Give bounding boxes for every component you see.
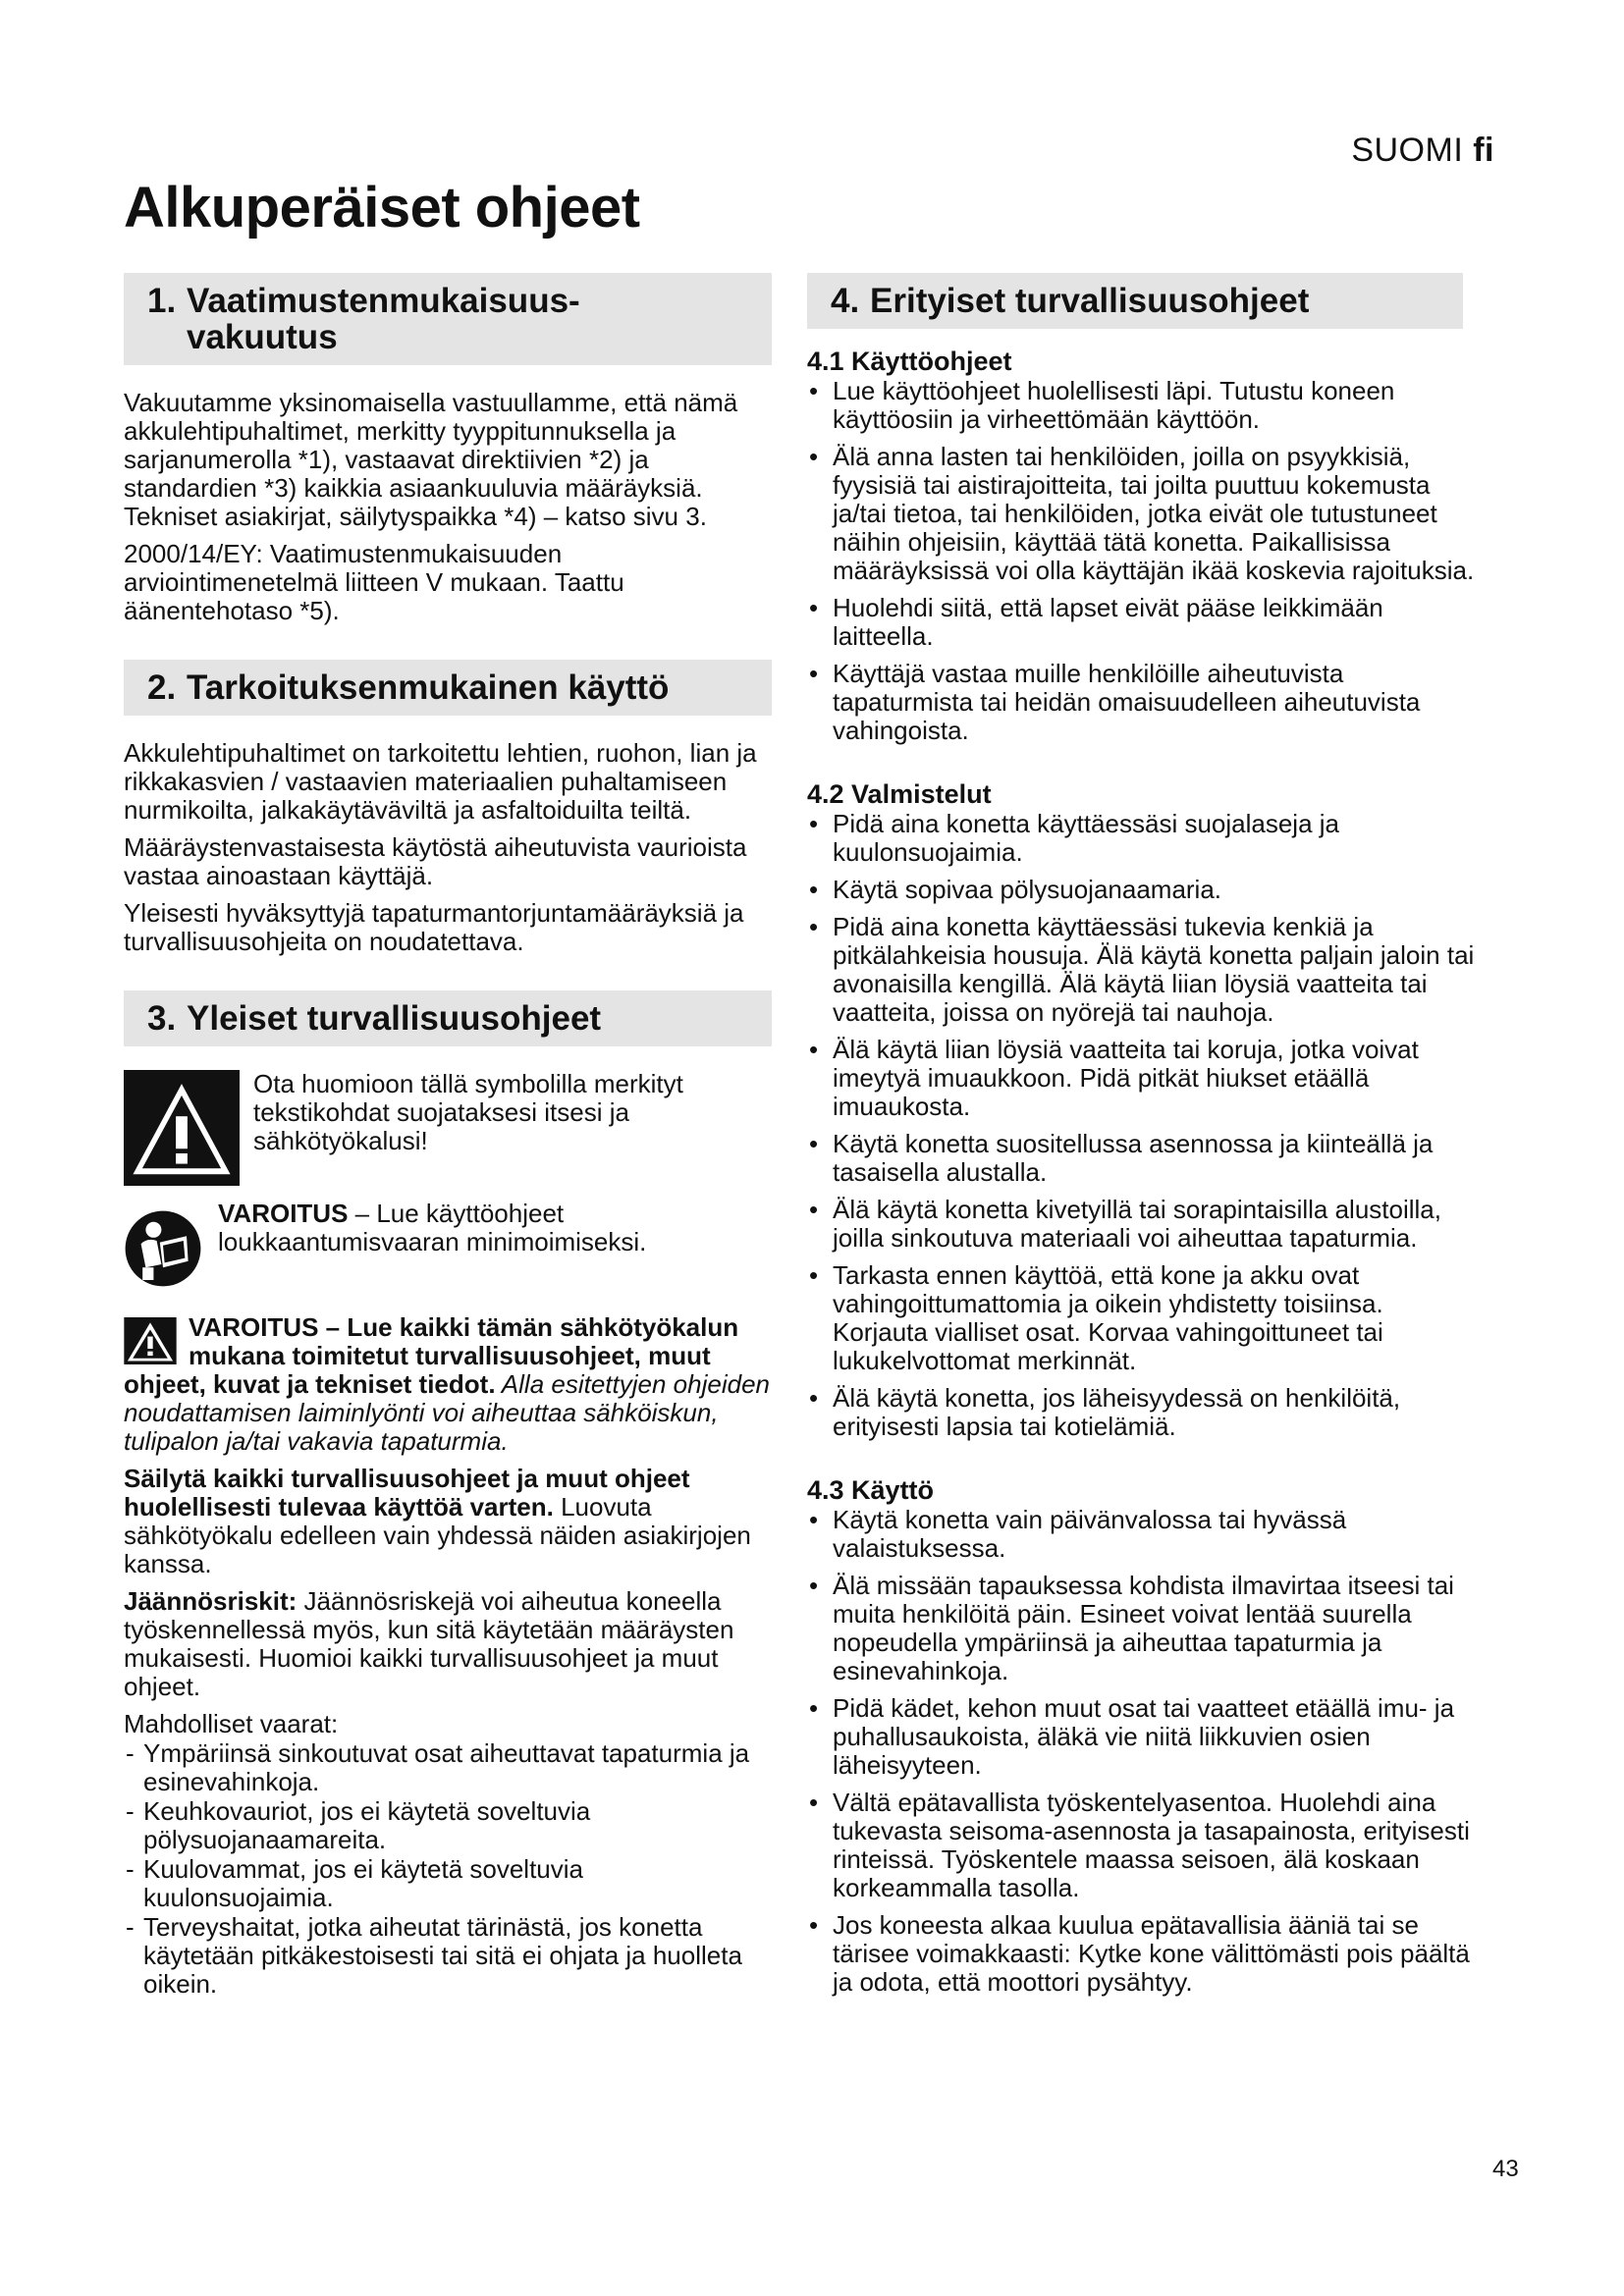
right-column [807, 273, 1485, 2005]
section-1-paragraph-1: Vakuutamme yksinomaisella vastuullamme, että nämä akkulehtipuhaltimet, merkitty tyyppitunnuksella ja sarjanumerolla *1), vastaavat direktiivien *2) ja standardien *3) kaikkia asiaankuuluvia määräyksiä. Tekniset asiakirjat, säilytyspaikka *4) – katso sivu 3. [124, 388, 738, 531]
hazards-title: Mahdolliset vaarat: [124, 1709, 339, 1738]
subsection-4-1-list [807, 377, 1485, 745]
list-item: • Jos koneesta alkaa kuulua epätavallisia ääniä tai se tärisee voimakkaasti: Kytke kone välittömästi pois päältä ja odota, että moottori pysähtyy. [807, 1911, 1485, 1997]
warning-small-triangle-icon [124, 1317, 177, 1364]
section-2-heading [124, 660, 772, 716]
left-column [124, 273, 772, 2000]
list-item: • Huolehdi siitä, että lapset eivät pääse leikkimään laitteella. [807, 594, 1485, 651]
section-1-number: 1. [147, 282, 177, 320]
list-item: • Käytä sopivaa pölysuojanaamaria. [807, 876, 1485, 904]
list-item: • Pidä aina konetta käyttäessäsi suojalaseja ja kuulonsuojaimia. [807, 810, 1485, 867]
subsection-4-1-title: 4.1 Käyttöohjeet [807, 347, 1012, 376]
list-item: • Tarkasta ennen käyttöä, että kone ja akku ovat vahingoittumattomia ja oikein yhdistetty toisiinsa. Korjauta vialliset osat. Korvaa vahingoittuneet tai lukukelvottomat merkinnät. [807, 1261, 1485, 1375]
language-label [1351, 132, 1494, 170]
list-item: • Pidä kädet, kehon muut osat tai vaatteet etäällä imu- ja puhallusaukoista, äläkä vie niitä liikkuvien osien läheisyyteen. [807, 1694, 1485, 1780]
page-number: 43 [1492, 2156, 1519, 2182]
list-item: • Käytä konetta vain päivänvalossa tai hyvässä valaistuksessa. [807, 1506, 1485, 1563]
symbol-note-text: Ota huomioon tällä symbolilla merkityt tekstikohdat suojataksesi itsesi ja sähkötyökalusi! [253, 1069, 683, 1155]
section-3-title: Yleiset turvallisuusohjeet [187, 999, 602, 1038]
warning-1-label: VAROITUS [218, 1199, 349, 1228]
warning-2-bold: VAROITUS – Lue kaikki tämän sähkötyökalun mukana toimitetut turvallisuusohjeet, muut ohjeet, kuvat ja tekniset tiedot. [124, 1312, 739, 1399]
warning-1-text [218, 1200, 772, 1256]
language-name: SUOMI [1351, 132, 1464, 169]
section-3-heading [124, 990, 772, 1046]
list-item: • Pidä aina konetta käyttäessäsi tukevia kenkiä ja pitkälahkeisia housuja. Älä käytä konetta paljain jaloin tai avonaisilla kengillä. Älä käytä liian löysiä vaatteita tai vaatteita, joissa on nyörejä tai nauhoja. [807, 913, 1485, 1027]
list-item: • Älä käytä konetta, jos läheisyydessä on henkilöitä, erityisesti lapsia tai kotielämiä. [807, 1384, 1485, 1441]
section-3-number: 3. [147, 999, 177, 1038]
section-4-title: Erityiset turvallisuusohjeet [870, 282, 1310, 320]
section-1-paragraph-2: 2000/14/EY: Vaatimustenmukaisuuden arviointimenetelmä liitteen V mukaan. Taattu äänentehotaso *5). [124, 539, 624, 625]
warning-1-body: – Lue käyttöohjeet loukkaantumisvaaran minimoimiseksi. [218, 1199, 647, 1256]
hazard-item: - Terveyshaitat, jotka aiheutat tärinästä, jos konetta käytetään pitkäkestoisesti tai sitä ei ohjata ja huolleta oikein. [124, 1913, 772, 1999]
read-manual-warning [124, 1200, 772, 1288]
page-title: Alkuperäiset ohjeet [124, 176, 640, 240]
list-item: • Lue käyttöohjeet huolellisesti läpi. Tutustu koneen käyttöosiin ja virheettömään käyttöön. [807, 377, 1485, 434]
warning-2-text [124, 1313, 772, 1456]
residual-risks-text [124, 1587, 772, 1701]
hazard-item: - Kuulovammat, jos ei käytetä soveltuvia kuulonsuojaimia. [124, 1855, 772, 1912]
section-1-title-line2: vakuutus [187, 318, 338, 356]
subsection-4-2-title: 4.2 Valmistelut [807, 779, 992, 809]
list-item: • Älä käytä liian löysiä vaatteita tai koruja, jotka voivat imeytyä imuaukkoon. Pidä pitkät hiukset etäällä imuaukosta. [807, 1036, 1485, 1121]
keep-instructions-body: Luovuta sähkötyökalu edelleen vain yhdessä näiden asiakirjojen kanssa. [124, 1492, 751, 1578]
hazard-item: - Keuhkovauriot, jos ei käytetä soveltuvia pölysuojanaamareita. [124, 1797, 772, 1854]
section-1-title-line1: Vaatimustenmukaisuus- [187, 282, 580, 320]
section-4-number: 4. [831, 282, 860, 320]
section-4-heading [807, 273, 1463, 329]
section-2-paragraph-2: Määräystenvastaisesta käytöstä aiheutuvista vaurioista vastaa ainoastaan käyttäjä. [124, 832, 747, 890]
keep-instructions-text [124, 1465, 772, 1578]
section-2-title: Tarkoituksenmukainen käyttö [187, 668, 670, 707]
section-2-number: 2. [147, 668, 177, 707]
section-1-heading [124, 273, 772, 365]
list-item: • Vältä epätavallista työskentelyasentoa. Huolehdi aina tukevasta seisoma-asennosta ja tasapainosta, erityisesti rinteissä. Työskentele maassa seisoen, älä koskaan korkeammalla tasolla. [807, 1789, 1485, 1902]
language-code: fi [1473, 132, 1494, 169]
residual-risks-label: Jäännösriskit: [124, 1586, 298, 1616]
list-item: • Käytä konetta suositellussa asennossa ja kiinteällä ja tasaisella alustalla. [807, 1130, 1485, 1187]
warning-2-italic: Alla esitettyjen ohjeiden noudattamisen laiminlyönti voi aiheuttaa sähköiskun, tulipalon ja/tai vakavia tapaturmia. [124, 1369, 770, 1456]
list-item: • Älä anna lasten tai henkilöiden, joilla on psyykkisiä, fyysisiä tai aistirajoitteita, tai joilta puuttuu kokemusta ja/tai tietoa, tai henkilöiden, jotka eivät ole tutustuneet näihin ohjeisiin, käyttää tätä konetta. Paikallisissa määräyksissä voi olla käyttäjän ikää koskevia rajoituksia. [807, 443, 1485, 585]
list-item: • Älä missään tapauksessa kohdista ilmavirtaa itseesi tai muita henkilöitä päin. Esineet voivat lentää suurella nopeudella ympäriinsä ja aiheuttaa tapaturmia ja esinevahinkoja. [807, 1572, 1485, 1685]
subsection-4-3-list [807, 1506, 1485, 1997]
read-manual-icon [124, 1209, 202, 1288]
section-2-paragraph-3: Yleisesti hyväksyttyjä tapaturmantorjuntamääräyksiä ja turvallisuusohjeita on noudatettava. [124, 898, 744, 956]
list-item: • Käyttäjä vastaa muille henkilöille aiheutuvista tapaturmista tai heidän omaisuudelleen aiheutuvista vahingoista. [807, 660, 1485, 745]
warning-symbol-note [124, 1070, 772, 1186]
section-2-paragraph-1: Akkulehtipuhaltimet on tarkoitettu lehtien, ruohon, lian ja rikkakasvien / vastaavien materiaalien puhaltamiseen nurmikoilta, jalkakäytäväviltä ja asfaltoiduilta teiltä. [124, 738, 757, 825]
keep-instructions-bold: Säilytä kaikki turvallisuusohjeet ja muut ohjeet huolellisesti tulevaa käyttöä varten. [124, 1464, 690, 1522]
residual-risks-body: Jäännösriskejä voi aiheutua koneella työskennellessä myös, kun sitä käytetään määräysten mukaisesti. Huomioi kaikki turvallisuusohjeet ja muut ohjeet. [124, 1586, 734, 1701]
hazards-list [124, 1739, 772, 1999]
subsection-4-3-title: 4.3 Käyttö [807, 1475, 935, 1505]
hazard-item: - Ympäriinsä sinkoutuvat osat aiheuttavat tapaturmia ja esinevahinkoja. [124, 1739, 772, 1796]
subsection-4-2-list [807, 810, 1485, 1441]
list-item: • Älä käytä konetta kivetyillä tai sorapintaisilla alustoilla, joilla sinkoutuva materiaali voi aiheuttaa tapaturmia. [807, 1196, 1485, 1253]
warning-triangle-icon [124, 1070, 240, 1186]
